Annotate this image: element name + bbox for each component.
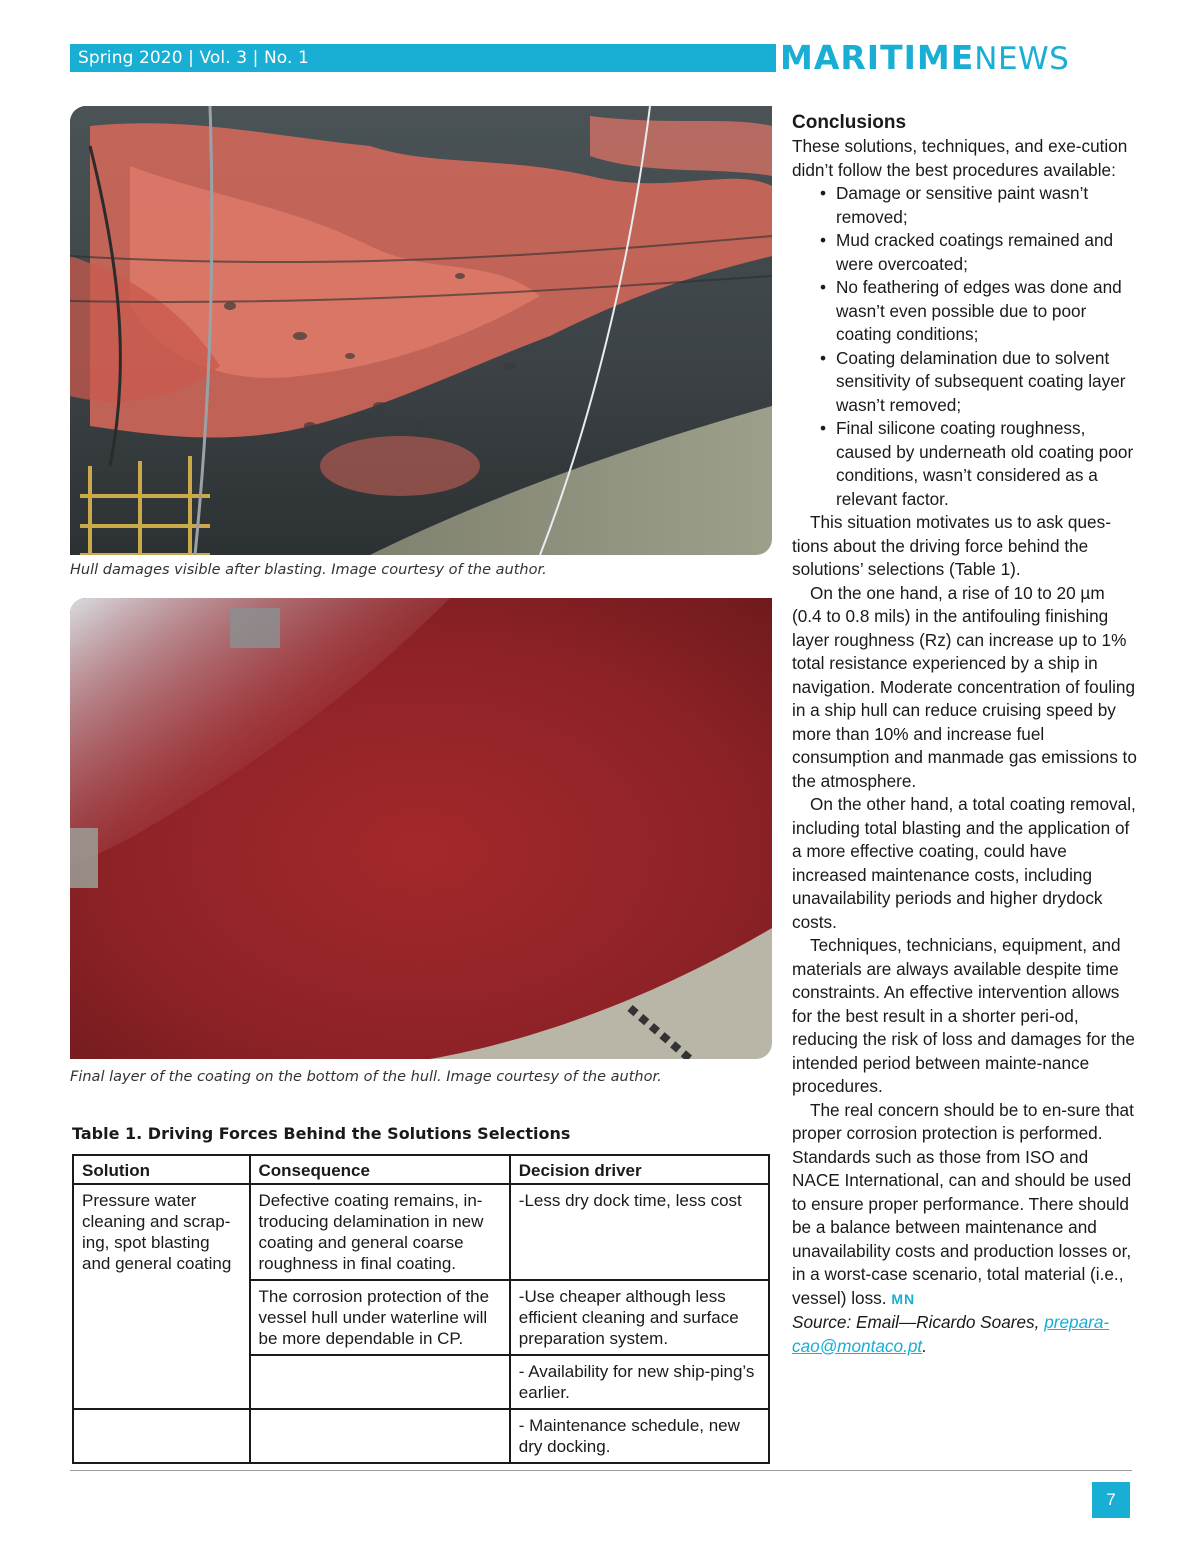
list-item: • No feathering of edges was done and wasn’t even possible due to poor coating conditions;	[836, 276, 1137, 347]
table-cell-solution	[73, 1409, 250, 1463]
section-heading: Conclusions	[792, 112, 907, 133]
hull-damage-image	[70, 106, 772, 555]
list-item: • Final silicone coating roughness, caused by underneath old coating poor conditions, wasn’t considered as a relevant factor.	[836, 417, 1137, 511]
table-cell-driver: -Use cheaper although less efficient cleaning and surface preparation system.	[510, 1280, 769, 1355]
hull-damage-photo	[70, 106, 772, 555]
photo-caption-final-coating: Final layer of the coating on the bottom of the hull. Image courtesy of the author.	[70, 1069, 662, 1085]
list-item: • Coating delamination due to solvent sensitivity of subsequent coating layer wasn’t removed;	[836, 347, 1137, 418]
footer-divider	[70, 1470, 1132, 1471]
table-cell-consequence	[250, 1409, 510, 1463]
source-email-link[interactable]: prepara-cao@montaco.pt	[792, 1312, 1110, 1356]
article-paragraph-final	[792, 1099, 1137, 1312]
article-paragraph-text: The real concern should be to en-sure that proper corrosion protection is performed. Standards such as those from ISO and NACE International, can and should be used to ensure proper performance. There should be a balance between maintenance and unavailability costs and production losses or, in a worst-case scenario, total material (i.e., vessel) loss.	[792, 1099, 1134, 1308]
header-bar	[70, 44, 776, 72]
article-column	[792, 110, 1137, 1358]
table-row	[73, 1184, 769, 1280]
list-item: • Damage or sensitive paint wasn’t removed;	[836, 182, 1137, 229]
article-paragraph: On the other hand, a total coating removal, including total blasting and the application of a more effective coating, could have increased maintenance costs, including unavailability periods and higher drydock costs.	[792, 794, 1136, 932]
photo-caption-hull-damage: Hull damages visible after blasting. Image courtesy of the author.	[70, 562, 547, 578]
col-header-solution: Solution	[73, 1155, 250, 1184]
col-header-consequence: Consequence	[250, 1155, 510, 1184]
final-coating-image	[70, 598, 772, 1059]
table-cell-consequence	[250, 1355, 510, 1409]
table-cell-consequence: The corrosion protection of the vessel hull under waterline will be more dependable in CP.	[250, 1280, 510, 1355]
table-row	[73, 1409, 769, 1463]
issue-info: Spring 2020 | Vol. 3 | No. 1	[78, 48, 309, 68]
mn-end-mark: MN	[891, 1290, 916, 1307]
logo-light-text: NEWS	[974, 41, 1070, 77]
table-cell-driver: - Maintenance schedule, new dry docking.	[510, 1409, 769, 1463]
driving-forces-table	[72, 1154, 770, 1464]
page-number: 7	[1092, 1482, 1130, 1518]
table-cell-driver: - Availability for new ship-ping’s earlier.	[510, 1355, 769, 1409]
list-item: • Mud cracked coatings remained and were overcoated;	[836, 229, 1137, 276]
source-suffix: .	[922, 1335, 927, 1356]
logo-bold-text: MARITIME	[780, 38, 975, 77]
final-coating-photo	[70, 598, 772, 1059]
article-paragraph: On the one hand, a rise of 10 to 20 µm (0.4 to 0.8 mils) in the antifouling finishing layer roughness (Rz) can increase up to 1% total resistance experienced by a ship in navigation. Moderate concentration of fouling in a ship hull can reduce cruising speed by more than 10% and increase fuel consumption and manmade gas emissions to the atmosphere.	[792, 582, 1137, 791]
issues-list	[792, 182, 1137, 511]
table-title: Table 1. Driving Forces Behind the Solutions Selections	[72, 1124, 571, 1143]
article-paragraph: Techniques, technicians, equipment, and materials are always available despite time constraints. An effective intervention allows for the best result in a shorter peri-od, reducing the risk of loss and damages for the intended period between mainte-nance procedures.	[792, 935, 1135, 1096]
article-intro: These solutions, techniques, and exe-cution didn’t follow the best procedures available:	[792, 136, 1128, 180]
source-prefix: Source: Email—Ricardo Soares,	[792, 1312, 1045, 1332]
table-cell-driver: -Less dry dock time, less cost	[510, 1184, 769, 1280]
table-cell-consequence: Defective coating remains, in-troducing delamination in new coating and general coarse roughness in final coating.	[250, 1184, 510, 1280]
maritime-news-logo	[780, 38, 1132, 76]
source-line	[792, 1311, 1137, 1358]
col-header-decision-driver: Decision driver	[510, 1155, 769, 1184]
article-paragraph: This situation motivates us to ask ques-tions about the driving force behind the solutions’ selections (Table 1).	[792, 512, 1111, 579]
table-cell-solution: Pressure water cleaning and scrap-ing, spot blasting and general coating	[73, 1184, 250, 1409]
table-header-row	[73, 1155, 769, 1184]
